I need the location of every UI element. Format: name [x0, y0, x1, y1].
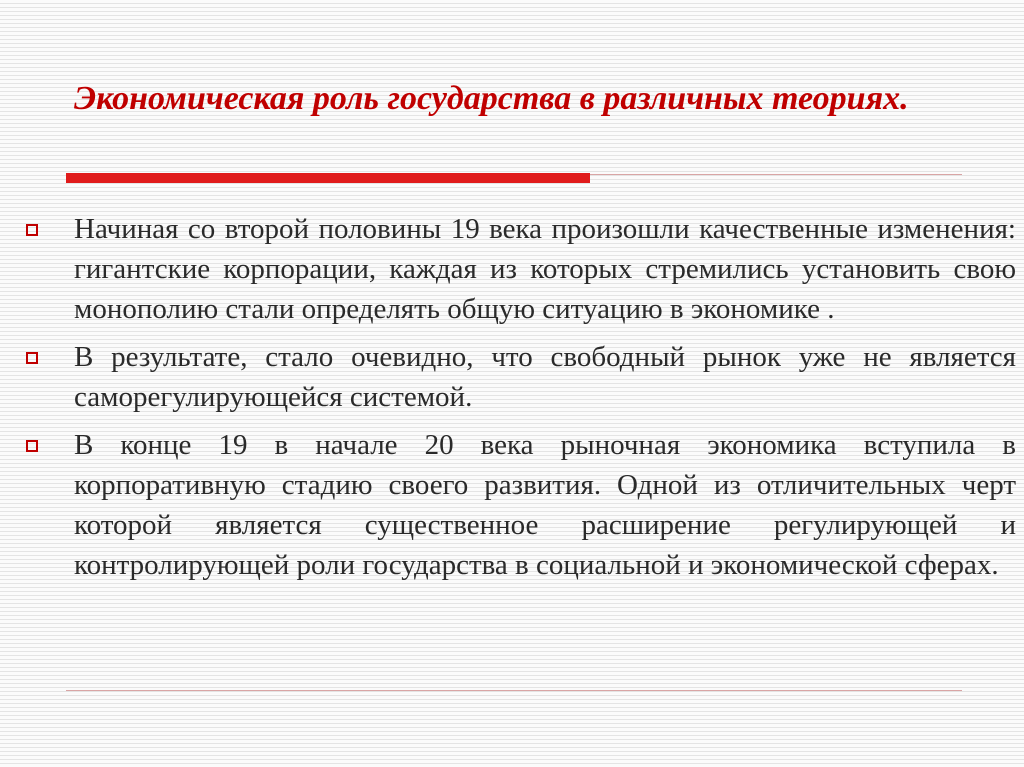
title-accent-bar: [66, 173, 590, 183]
bullet-list: [20, 209, 1016, 593]
bullet-item: [20, 337, 1016, 417]
hollow-square-icon: [26, 352, 38, 364]
footer-divider-line: [66, 690, 962, 691]
hollow-square-icon: [26, 440, 38, 452]
bullet-text: В конце 19 в начале 20 века рыночная экономика вступила в корпоративную стадию своего развития. Одной из отличительных черт которой является существенное расширение регулирующей и контролирующей роли государства в социальной и экономической сферах.: [74, 429, 1016, 581]
hollow-square-icon: [26, 224, 38, 236]
slide-title: Экономическая роль государства в различных теориях.: [74, 80, 909, 117]
bullet-text: В результате, стало очевидно, что свободный рынок уже не является саморегулирующейся системой.: [74, 341, 1016, 413]
bullet-item: [20, 425, 1016, 585]
bullet-text: Начиная со второй половины 19 века произошли качественные изменения: гигантские корпорации, каждая из которых стремились установить свою монополию стали определять общую ситуацию в экономике .: [74, 213, 1016, 325]
bullet-item: [20, 209, 1016, 329]
